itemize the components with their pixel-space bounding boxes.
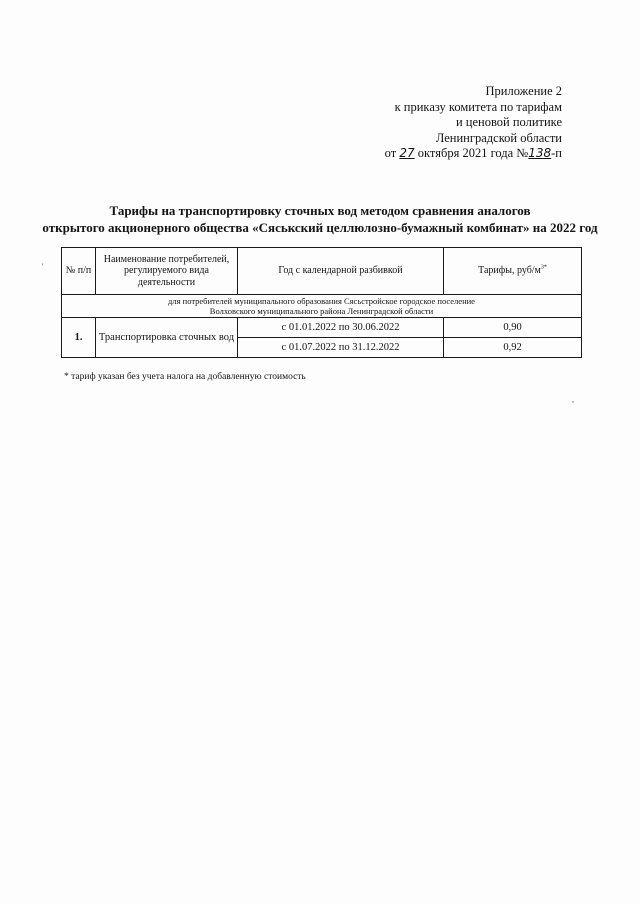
header-tariff-sup: 3* xyxy=(540,264,547,271)
appendix-date-line xyxy=(330,146,562,162)
row-tariff-value: 0,92 xyxy=(444,338,582,358)
appendix-header xyxy=(330,84,562,162)
title-line-2: открытого акционерного общества «Сяськский целлюлозно-бумажный комбинат» на 2022 год xyxy=(42,220,598,235)
scan-speck: , xyxy=(572,395,574,404)
group-cell xyxy=(62,295,582,318)
date-rest: октября 2021 года № xyxy=(417,146,529,161)
date-prefix: от xyxy=(384,146,397,161)
header-num: № п/п xyxy=(62,248,96,295)
appendix-region-line: Ленинградской области xyxy=(435,130,562,145)
appendix-title: Приложение 2 xyxy=(485,84,562,98)
row-period: с 01.01.2022 по 30.06.2022 xyxy=(238,318,444,338)
header-tariff xyxy=(444,248,582,295)
order-number: 138 xyxy=(528,146,552,161)
table-group-row xyxy=(62,295,582,318)
tariff-table xyxy=(61,247,582,358)
date-day: 27 xyxy=(399,146,415,161)
appendix-order-line: к приказу комитета по тарифам xyxy=(394,99,562,114)
header-name: Наименование потребителей, регулируемого вида деятельности xyxy=(96,248,238,295)
footnote: * тариф указан без учета налога на добавленную стоимость xyxy=(64,372,306,382)
row-period: с 01.07.2022 по 31.12.2022 xyxy=(238,338,444,358)
order-suffix: -п xyxy=(551,146,562,161)
row-name: Транспортировка сточных вод xyxy=(96,318,238,358)
header-tariff-label: Тарифы, руб/м xyxy=(478,265,541,277)
header-period: Год с календарной разбивкой xyxy=(238,248,444,295)
table-header-row xyxy=(62,248,582,295)
title-line-1: Тарифы на транспортировку сточных вод методом сравнения аналогов xyxy=(109,203,531,218)
group-line-1: для потребителей муниципального образования Сясьстройское городское поселение xyxy=(168,296,475,306)
scan-speck: ' xyxy=(42,262,44,271)
appendix-committee-line: и ценовой политике xyxy=(455,115,562,130)
row-num: 1. xyxy=(62,318,96,358)
table-row xyxy=(62,318,582,338)
row-tariff-value: 0,90 xyxy=(444,318,582,338)
document-title xyxy=(30,202,610,236)
group-line-2: Волховского муниципального района Ленинградской области xyxy=(209,306,434,316)
